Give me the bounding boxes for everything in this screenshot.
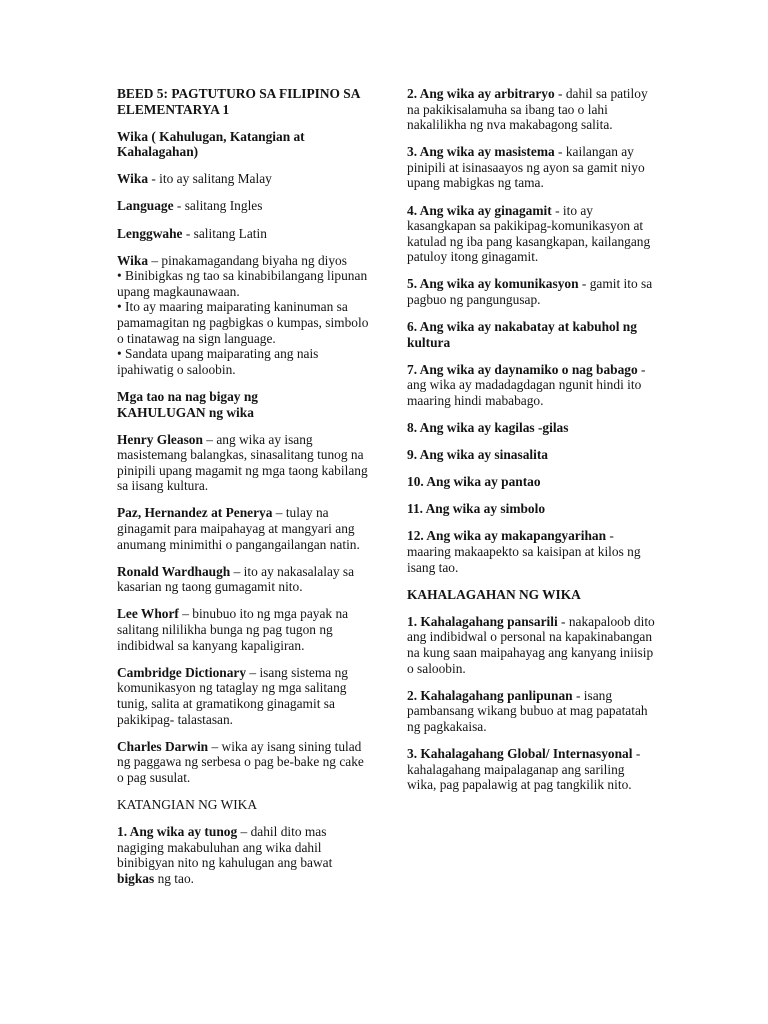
definition-text: – isang sistema ng komunikasyon ng tataglay ng mga salitang tunig, salita at gramatikong ginagamit sa pakikipag- talastasan. [117, 664, 348, 727]
language-origin [117, 198, 369, 214]
katangian-item [407, 319, 657, 350]
katangian-text: - kailangan ay pinipili at isinasaayos ng ayon sa gamit niyo upang mabigkas ng tama. [407, 144, 645, 191]
language-origin-text: - salitang Ingles [173, 198, 263, 214]
right-column [407, 86, 657, 804]
katangian-tail: ng tao. [154, 870, 195, 886]
katangian-head: 10. Ang wika ay pantao [407, 474, 541, 490]
definition-author: Lee Whorf [117, 606, 179, 622]
katangian-head: 2. Ang wika ay arbitraryo [407, 86, 555, 101]
katangian-text: - ito ay kasangkapan sa pakikipag-komunikasyon at katulad ng iba pang kasangkapan, kailangang patuloy itong ginagamit. [407, 202, 651, 265]
kahulugan-heading-line2: KAHULUGAN ng wika [117, 404, 254, 420]
wika-definition [117, 253, 369, 378]
kahalagahan-head: 3. Kahalagahang Global/ Internasyonal [407, 746, 633, 761]
katangian-head: 1. Ang wika ay tunog [117, 823, 238, 839]
bullet-item: • Binibigkas ng tao sa kinabibilangang lipunan upang magkaunawaan. [117, 268, 368, 299]
wika-origin-text: - ito ay salitang Malay [148, 171, 272, 187]
katangian-head: 12. Ang wika ay makapangyarihan [407, 528, 607, 544]
katangian-item [407, 420, 657, 436]
kahulugan-heading [117, 389, 369, 420]
katangian-head: 11. Ang wika ay simbolo [407, 501, 546, 517]
wika-definition-text: – pinakamagandang biyaha ng diyos [148, 252, 347, 268]
katangian-item [407, 86, 657, 133]
bullet-item: • Sandata upang maiparating ang nais ipahiwatig o saloobin. [117, 346, 319, 377]
katangian-text: - ang wika ay madadagdagan ngunit hindi ito maaring hindi mababago. [407, 361, 646, 408]
katangian-item [117, 824, 369, 886]
katangian-text: – dahil dito mas nagiging makabuluhan ang wika dahil binibigyan nito ng kahulugan ang bawat [117, 823, 333, 871]
document-subtitle: Wika ( Kahulugan, Katangian at Kahalagahan) [117, 128, 305, 160]
kahalagahan-heading: KAHALAGAHAN NG WIKA [407, 586, 581, 602]
katangian-head: 3. Ang wika ay masistema [407, 144, 555, 160]
term-lenggwahe: Lenggwahe [117, 225, 183, 241]
definition-item [117, 665, 369, 727]
definition-text: – tulay na ginagamit para maipahayag at mangyari ang anumang minimithi o pangangailangan natin. [117, 505, 360, 552]
kahalagahan-text: - nakapaloob dito ang indibidwal o personal na kapakinabangan na kung saan maipahayag ang kanyang iniisip o saloobin. [407, 613, 655, 676]
definition-item [117, 432, 369, 494]
kahalagahan-item [407, 688, 657, 735]
bullet-item: • Ito ay maaring maiparating kaninuman sa pamamagitan ng pagbigkas o kumpas, simbolo o tinatawag na sign language. [117, 299, 369, 346]
document-title: BEED 5: PAGTUTURO SA FILIPINO SA ELEMENTARYA 1 [117, 86, 360, 117]
definition-text: – ito ay nakasalalay sa kasarian ng taong gumagamit nito. [117, 563, 355, 595]
katangian-head: 5. Ang wika ay komunikasyon [407, 276, 579, 292]
katangian-head: 6. Ang wika ay nakabatay at kabuhol ng kultura [407, 319, 637, 350]
term-wika-def: Wika [117, 252, 149, 268]
katangian-bold-word: bigkas [117, 870, 155, 886]
katangian-head: 7. Ang wika ay daynamiko o nag babago [407, 361, 638, 377]
definition-item [117, 505, 369, 552]
definition-item [117, 606, 369, 653]
definition-author: Henry Gleason [117, 431, 203, 447]
definition-text: – ang wika ay isang masistemang balangkas, sinasalitang tunog na pinipili upang magamit ng mga taong kabilang sa iisang kultura. [117, 431, 368, 494]
definition-author: Ronald Wardhaugh [117, 563, 231, 579]
katangian-item [407, 474, 657, 490]
katangian-text: - gamit ito sa pagbuo ng pangungusap. [407, 276, 653, 308]
definition-author: Charles Darwin [117, 738, 209, 754]
kahalagahan-head: 2. Kahalagahang panlipunan [407, 687, 573, 703]
definition-text: – binubuo ito ng mga payak na salitang nililikha bunga ng pag tugon ng indibidwal sa kanyang kapaligiran. [117, 606, 349, 653]
wika-definition-line [117, 253, 369, 269]
kahalagahan-text: - isang pambansang wikang bubuo at mag papatatah ng pagkakaisa. [407, 687, 648, 734]
katangian-head: 8. Ang wika ay kagilas -gilas [407, 420, 569, 436]
katangian-head: 9. Ang wika ay sinasalita [407, 447, 549, 463]
definition-text: – wika ay isang sining tulad ng paggawa ng serbesa o pag be-bake ng cake o pag susulat. [117, 738, 364, 785]
left-column [117, 86, 369, 898]
katangian-item [407, 203, 657, 265]
kahalagahan-item [407, 614, 657, 676]
kahulugan-heading-line1: Mga tao na nag bigay ng [117, 388, 258, 404]
term-wika: Wika [117, 171, 149, 187]
katangian-item [407, 362, 657, 409]
definition-item [117, 564, 369, 595]
katangian-head: 4. Ang wika ay ginagamit [407, 202, 552, 218]
lenggwahe-origin [117, 226, 369, 242]
kahalagahan-text: - kahalagahang maipalaganap ang sariling wika, pag papalawig at pag tangkilik nito. [407, 746, 641, 793]
katangian-item [407, 528, 657, 575]
kahalagahan-head: 1. Kahalagahang pansarili [407, 613, 558, 629]
katangian-text: - dahil sa patiloy na pakikisalamuha sa ibang tao o lahi nakalilikha ng nva makabagong salita. [407, 86, 648, 133]
definition-item [117, 739, 369, 786]
katangian-item [407, 144, 657, 191]
definition-author: Paz, Hernandez at Penerya [117, 505, 273, 521]
term-language: Language [117, 198, 174, 214]
katangian-item [407, 447, 657, 463]
katangian-item [407, 276, 657, 307]
lenggwahe-origin-text: - salitang Latin [182, 225, 267, 241]
wika-origin [117, 171, 369, 187]
kahalagahan-item [407, 746, 657, 793]
katangian-heading: KATANGIAN NG WIKA [117, 796, 258, 812]
katangian-item [407, 501, 657, 517]
katangian-text: - maaring makaapekto sa kaisipan at kilos ng isang tao. [407, 528, 641, 575]
definition-author: Cambridge Dictionary [117, 664, 247, 680]
